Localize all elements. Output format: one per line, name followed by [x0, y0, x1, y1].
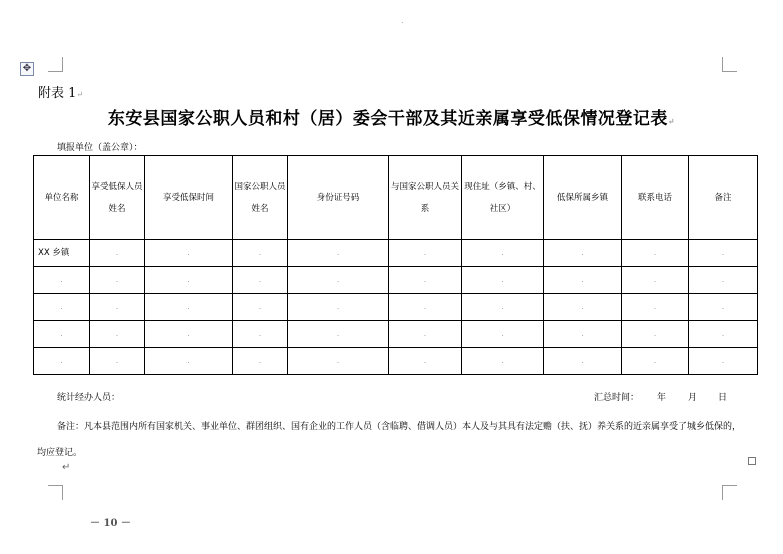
- table-cell[interactable]: .: [145, 294, 233, 321]
- table-cell[interactable]: .: [462, 267, 544, 294]
- column-header: 享受低保人员姓名: [90, 156, 145, 240]
- paragraph-mark: ↵: [76, 90, 84, 99]
- registration-table: [33, 155, 758, 375]
- table-cell[interactable]: .: [233, 321, 288, 348]
- filler-unit-label: 填报单位（盖公章）：: [57, 143, 143, 153]
- table-cell[interactable]: .: [689, 321, 758, 348]
- table-cell[interactable]: .: [233, 240, 288, 267]
- attachment-label: [38, 82, 83, 101]
- page-number: － 10 －: [90, 518, 131, 529]
- table-cell[interactable]: .: [233, 348, 288, 375]
- note-paragraph: 备注：凡本县范围内所有国家机关、事业单位、群团组织、国有企业的工作人员（含临聘、借调人员）本人及与其具有法定赡（扶、抚）养关系的近亲属享受了城乡低保的，均应登记。: [37, 422, 742, 458]
- table-cell[interactable]: .: [34, 294, 90, 321]
- table-cell[interactable]: .: [233, 267, 288, 294]
- table-cell[interactable]: .: [90, 321, 145, 348]
- summary-time-label: 汇总时间：: [594, 393, 640, 403]
- table-cell[interactable]: .: [462, 321, 544, 348]
- table-row: [34, 240, 758, 267]
- table-cell[interactable]: .: [689, 267, 758, 294]
- column-header: 备注: [689, 156, 758, 240]
- table-cell[interactable]: .: [544, 321, 622, 348]
- attachment-label-text: 附表 1: [38, 86, 77, 101]
- table-row: [34, 294, 758, 321]
- table-cell[interactable]: .: [288, 348, 389, 375]
- table-cell[interactable]: XX 乡镇: [34, 240, 90, 267]
- table-cell[interactable]: .: [145, 321, 233, 348]
- column-header: 联系电话: [622, 156, 689, 240]
- table-cell[interactable]: .: [90, 294, 145, 321]
- table-cell[interactable]: .: [145, 348, 233, 375]
- date-year-label: 年: [657, 393, 667, 403]
- paragraph-mark: ↵: [667, 116, 676, 126]
- column-header: 与国家公职人员关系: [389, 156, 462, 240]
- table-cell[interactable]: .: [288, 267, 389, 294]
- table-cell[interactable]: .: [689, 294, 758, 321]
- table-cell[interactable]: .: [544, 240, 622, 267]
- table-cell[interactable]: .: [34, 267, 90, 294]
- column-header: 国家公职人员姓名: [233, 156, 288, 240]
- table-cell[interactable]: .: [689, 240, 758, 267]
- column-header: 现住址（乡镇、村、社区）: [462, 156, 544, 240]
- table-cell[interactable]: .: [389, 267, 462, 294]
- table-cell[interactable]: .: [389, 240, 462, 267]
- column-header: 身份证号码: [288, 156, 389, 240]
- table-cell[interactable]: .: [462, 348, 544, 375]
- table-move-handle-icon[interactable]: ✥: [20, 62, 34, 76]
- table-cell[interactable]: .: [389, 321, 462, 348]
- table-cell[interactable]: .: [145, 240, 233, 267]
- table-cell[interactable]: .: [90, 240, 145, 267]
- table-cell[interactable]: .: [90, 348, 145, 375]
- column-header: 享受低保时间: [145, 156, 233, 240]
- table-cell[interactable]: .: [544, 294, 622, 321]
- table-header-row: [34, 156, 758, 240]
- table-cell[interactable]: .: [462, 294, 544, 321]
- table-cell[interactable]: .: [544, 267, 622, 294]
- table-cell[interactable]: .: [462, 240, 544, 267]
- paragraph-mark: ↵: [62, 462, 71, 473]
- table-resize-handle[interactable]: [748, 457, 756, 465]
- table-row: [34, 348, 758, 375]
- page-title-text: 东安县国家公职人员和村（居）委会干部及其近亲属享受低保情况登记表: [107, 109, 668, 129]
- page-corner-mark: [48, 485, 63, 500]
- page-corner-mark: [722, 57, 737, 72]
- table-cell[interactable]: .: [233, 294, 288, 321]
- table-cell[interactable]: .: [622, 321, 689, 348]
- table-cell[interactable]: .: [689, 348, 758, 375]
- statistician-label: 统计经办人员：: [57, 393, 121, 403]
- table-cell[interactable]: .: [622, 240, 689, 267]
- table-cell[interactable]: .: [288, 321, 389, 348]
- table-cell[interactable]: .: [145, 267, 233, 294]
- table-cell[interactable]: .: [90, 267, 145, 294]
- table-cell[interactable]: .: [389, 348, 462, 375]
- table-row: [34, 267, 758, 294]
- table-cell[interactable]: .: [622, 267, 689, 294]
- table-cell[interactable]: .: [34, 321, 90, 348]
- page-corner-mark: [48, 57, 63, 72]
- table-cell[interactable]: .: [622, 294, 689, 321]
- page-corner-mark: [722, 485, 737, 500]
- paragraph-mark: .: [401, 16, 404, 25]
- table-cell[interactable]: .: [34, 348, 90, 375]
- table-cell[interactable]: .: [622, 348, 689, 375]
- page-title: [0, 104, 783, 129]
- column-header: 单位名称: [34, 156, 90, 240]
- table-cell[interactable]: .: [288, 294, 389, 321]
- table-row: [34, 321, 758, 348]
- column-header: 低保所属乡镇: [544, 156, 622, 240]
- table-cell[interactable]: .: [544, 348, 622, 375]
- date-day-label: 日: [718, 393, 728, 403]
- table-cell[interactable]: .: [288, 240, 389, 267]
- table-cell[interactable]: .: [389, 294, 462, 321]
- date-month-label: 月: [688, 393, 698, 403]
